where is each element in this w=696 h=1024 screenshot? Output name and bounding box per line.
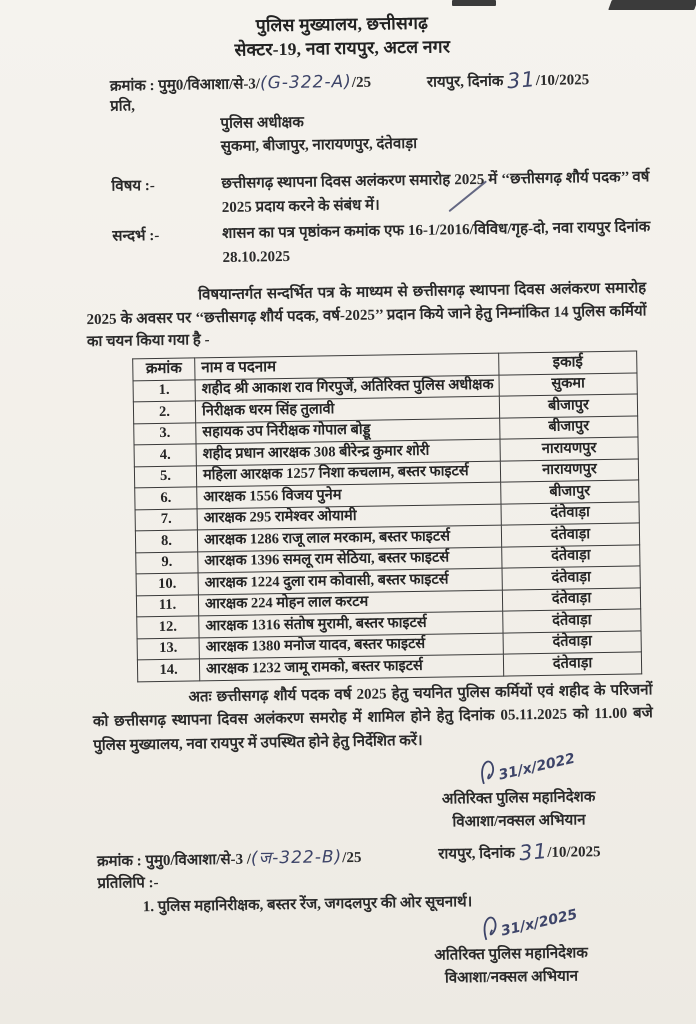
- cell-name: आरक्षक 1396 समलू राम सेठिया, बस्तर फाइटर्स: [198, 547, 502, 573]
- signatory-branch-2: विआशा/नक्सल अभियान: [444, 968, 579, 987]
- cell-name: शहीद श्री आकाश राव गिरपुजें, अतिरिक्त पुलिस अधीक्षक: [195, 375, 499, 401]
- cell-serial: 5.: [134, 465, 196, 487]
- place-date-line: [427, 62, 590, 95]
- cell-unit: दंतेवाड़ा: [502, 566, 640, 590]
- ref-handwritten-number: (G-322-A): [259, 71, 352, 94]
- letterhead-line1: पुलिस मुख्यालय, छत्तीसगढ़: [255, 12, 429, 36]
- cell-serial: 9.: [136, 551, 198, 573]
- cell-unit: दंतेवाड़ा: [503, 609, 641, 633]
- ref-printed-suffix: /25: [351, 74, 372, 91]
- cell-name: आरक्षक 1380 मनोज यादव, बस्तर फाइटर्स: [199, 633, 503, 659]
- ref2-handwritten-number: (ज-322-B): [250, 847, 343, 869]
- cell-name: आरक्षक 1224 दुला राम कोवासी, बस्तर फाइटर्स: [198, 568, 502, 594]
- cell-serial: 3.: [134, 422, 196, 444]
- to-label: प्रति,: [110, 98, 136, 115]
- cell-unit: दंतेवाड़ा: [501, 523, 639, 547]
- closing-paragraph: अतः छत्तीसगढ़ शौर्य पदक वर्ष 2025 हेतु चयनित पुलिस कर्मियों एवं शहीद के परिजनों को छत्तीसगढ़ स्थापना दिवस अलंकरण समरोह में शामिल होने हेतु दिनांक 05.11.2025 को 11.00 बजे पुलिस मुख्यालय, नवा रायपुर में उपस्थित होने हेतु निर्देशित करें।: [92, 682, 653, 754]
- cell-serial: 11.: [136, 594, 198, 616]
- cell-unit: दंतेवाड़ा: [502, 544, 640, 568]
- scribble-date-2: 31/x/2025: [499, 906, 579, 940]
- cell-name: आरक्षक 1286 राजू लाल मरकाम, बस्तर फाइटर्स: [197, 525, 501, 551]
- signature-date-printed: /10/2025: [547, 843, 601, 861]
- signatory-designation-1: अतिरिक्त पुलिस महानिदेशक: [441, 789, 596, 808]
- reference-number-line-2: [97, 845, 362, 874]
- cell-serial: 14.: [137, 659, 199, 681]
- cell-unit: बीजापुर: [501, 480, 639, 504]
- date-printed-part: /10/2025: [535, 72, 590, 90]
- column-header-unit: इकाई: [499, 351, 637, 375]
- letterhead-line2: सेक्टर-19, नवा रायपुर, अटल नगर: [234, 36, 451, 60]
- ref-label: क्रमांक :: [109, 77, 155, 95]
- column-header-name: नाम व पदनाम: [195, 353, 499, 379]
- place-date-prefix: रायपुर, दिनांक: [426, 73, 504, 91]
- column-header-serial: क्रमांक: [133, 358, 195, 380]
- cell-name: शहीद प्रधान आरक्षक 308 बीरेन्द्र कुमार शोरी: [196, 439, 500, 465]
- reference-text: शासन का पत्र पृष्ठांकन कमांक एफ 16-1/2016/विविध/गृह-दो, नवा रायपुर दिनांक 28.10.2025: [222, 219, 651, 266]
- cell-serial: 6.: [135, 487, 197, 509]
- subject-label: विषय :-: [111, 178, 155, 195]
- cell-name: आरक्षक 295 रामेश्वर ओयामी: [197, 504, 501, 530]
- cell-unit: नारायणपुर: [500, 437, 638, 461]
- cell-name: महिला आरक्षक 1257 निशा कचलाम, बस्तर फाइटर्स: [196, 461, 500, 487]
- cell-name: आरक्षक 1556 विजय पुनेम: [197, 482, 501, 508]
- cell-unit: दंतेवाड़ा: [502, 587, 640, 611]
- cell-unit: सुकमा: [499, 372, 637, 396]
- cell-unit: दंतेवाड़ा: [501, 501, 639, 525]
- cell-unit: दंतेवाड़ा: [503, 652, 641, 676]
- cell-serial: 1.: [133, 379, 195, 401]
- cell-serial: 13.: [137, 637, 199, 659]
- signature-date-handwritten: 31: [517, 838, 549, 865]
- cell-name: निरीक्षक धरम सिंह तुलावी: [195, 396, 499, 422]
- cell-unit: बीजापुर: [500, 415, 638, 439]
- cell-serial: 8.: [135, 530, 197, 552]
- subject-text: छत्तीसगढ़ स्थापना दिवस अलंकरण समारोह 2025 में ‘‘छत्तीसगढ़ शौर्य पदक’’ वर्ष 2025 प्रदाय करने के संबंध में।: [221, 169, 650, 216]
- copies-item-1: 1. पुलिस महानिरीक्षक, बस्तर रेंज, जगदलपुर की ओर सूचनार्थ।: [142, 894, 473, 916]
- signatory-branch-1: विआशा/नक्सल अभियान: [452, 812, 586, 831]
- cell-name: सहायक उप निरीक्षक गोपाल बोड्डू: [196, 418, 500, 444]
- cell-unit: दंतेवाड़ा: [503, 630, 641, 654]
- addressee-title: पुलिस अधीक्षक: [220, 114, 304, 132]
- copies-label: प्रतिलिपि :-: [97, 875, 159, 892]
- signatory-designation-2: अतिरिक्त पुलिस महानिदेशक: [434, 945, 588, 964]
- cell-unit: बीजापुर: [499, 394, 637, 418]
- cell-serial: 7.: [135, 508, 197, 530]
- date-handwritten-day: 31: [506, 67, 537, 94]
- ref-printed-prefix: पुमु0/विआशा/से-3/: [158, 76, 261, 94]
- cell-name: आरक्षक 1316 संतोष मुरामी, बस्तर फाइटर्स: [199, 611, 503, 637]
- scribble-date-1: 31/x/2022: [497, 750, 577, 784]
- addressee-districts: सुकमा, बीजापुर, नारायणपुर, दंतेवाड़ा: [220, 135, 418, 155]
- signature-place-date-1: [412, 832, 627, 868]
- ref2-label: क्रमांक :: [96, 853, 142, 870]
- signature-block-1: [411, 786, 627, 868]
- signature-block-2: [403, 942, 619, 992]
- ref2-printed-prefix: पुमु0/विआशा/से-3 /: [145, 851, 252, 870]
- cell-serial: 12.: [137, 616, 199, 638]
- cell-serial: 10.: [136, 573, 198, 595]
- ref2-printed-suffix: /25: [342, 849, 362, 867]
- cell-serial: 4.: [134, 444, 196, 466]
- cell-name: आरक्षक 1232 जामू रामको, बस्तर फाइटर्स: [199, 654, 503, 680]
- awardees-table: [132, 350, 642, 681]
- body-paragraph: विषयान्तर्गत सन्दर्भित पत्र के माध्यम से छत्तीसगढ़ स्थापना दिवस अलंकरण समारोह 2025 के अवसर पर ‘‘छत्तीसगढ़ शौर्य पदक, वर्ष-2025’’ प्रदान किये जाने हेतु निम्नांकित 14 पुलिस कर्मियों का चयन किया गया है -: [86, 280, 647, 351]
- reference-label: सन्दर्भ :-: [112, 227, 160, 245]
- cell-name: आरक्षक 224 मोहन लाल करटम: [198, 590, 502, 616]
- signature-place-prefix: रायपुर, दिनांक: [438, 844, 515, 863]
- cell-serial: 2.: [133, 401, 195, 423]
- awardees-table-body: [133, 372, 642, 681]
- cell-unit: नारायणपुर: [500, 458, 638, 482]
